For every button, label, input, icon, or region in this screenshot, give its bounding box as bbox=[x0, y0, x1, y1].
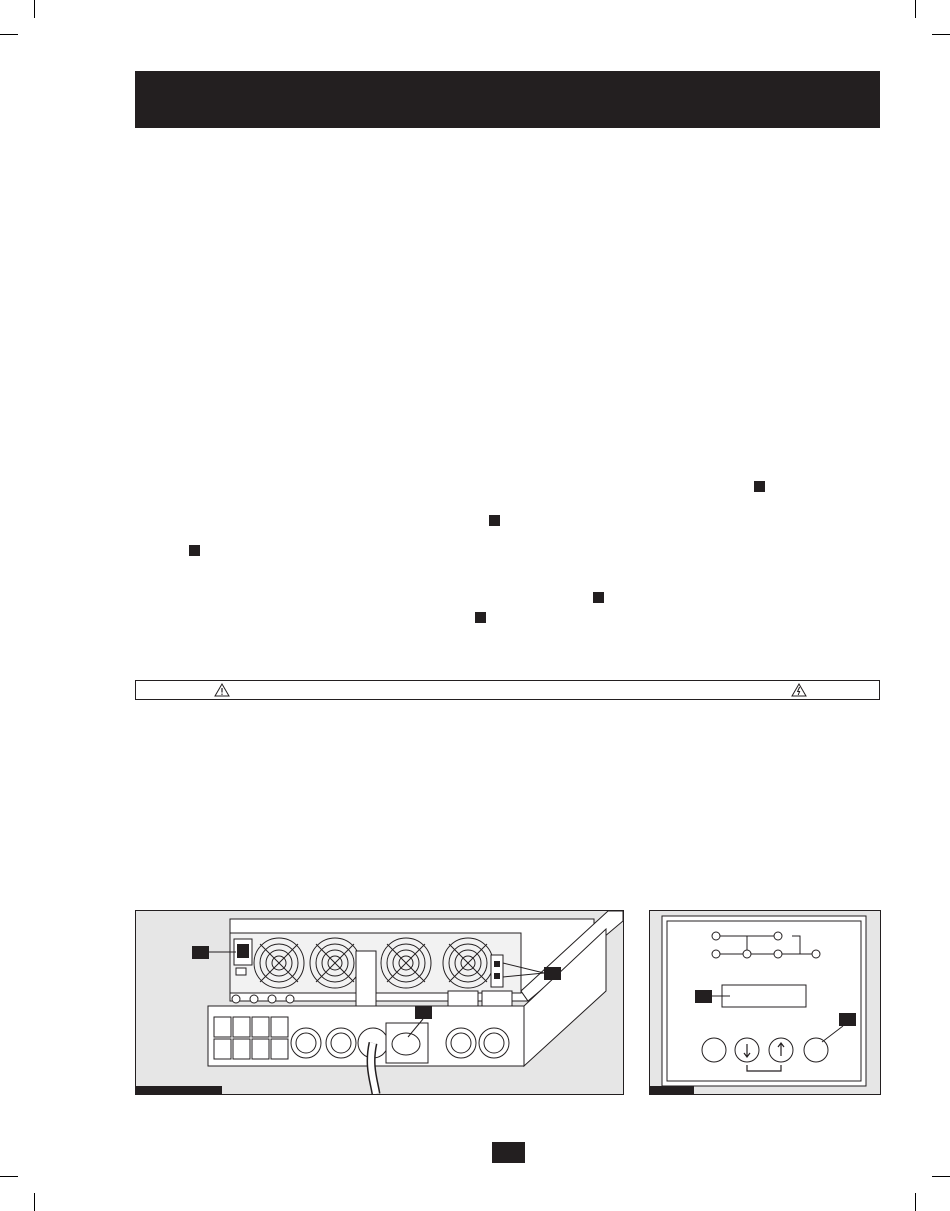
control-panel-figure bbox=[649, 910, 881, 1095]
rear-panel-illustration bbox=[136, 911, 623, 1094]
callout-marker bbox=[189, 545, 200, 556]
crop-mark-top-left-h bbox=[0, 34, 18, 35]
warning-triangle-icon bbox=[214, 683, 230, 697]
callout-marker bbox=[489, 515, 500, 526]
callout-marker bbox=[475, 612, 486, 623]
page-number-tab bbox=[492, 1142, 525, 1163]
rear-panel-figure bbox=[135, 910, 624, 1095]
figure-caption-bar bbox=[136, 1086, 222, 1094]
crop-mark-bottom-left-h bbox=[0, 1176, 18, 1177]
crop-mark-bottom-left-v bbox=[34, 1193, 35, 1211]
callout-marker bbox=[754, 481, 765, 492]
crop-mark-top-right-h bbox=[932, 34, 950, 35]
callout-marker bbox=[593, 592, 604, 603]
crop-mark-bottom-right-h bbox=[932, 1176, 950, 1177]
crop-mark-top-left-v bbox=[34, 0, 35, 18]
control-panel-illustration bbox=[650, 911, 880, 1094]
crop-mark-bottom-right-v bbox=[915, 1193, 916, 1211]
figure-caption-bar bbox=[650, 1086, 694, 1094]
section-header-bar bbox=[135, 71, 880, 128]
crop-mark-top-right-v bbox=[915, 0, 916, 18]
warning-triangle-icon bbox=[791, 683, 807, 697]
warning-bar bbox=[135, 680, 880, 700]
